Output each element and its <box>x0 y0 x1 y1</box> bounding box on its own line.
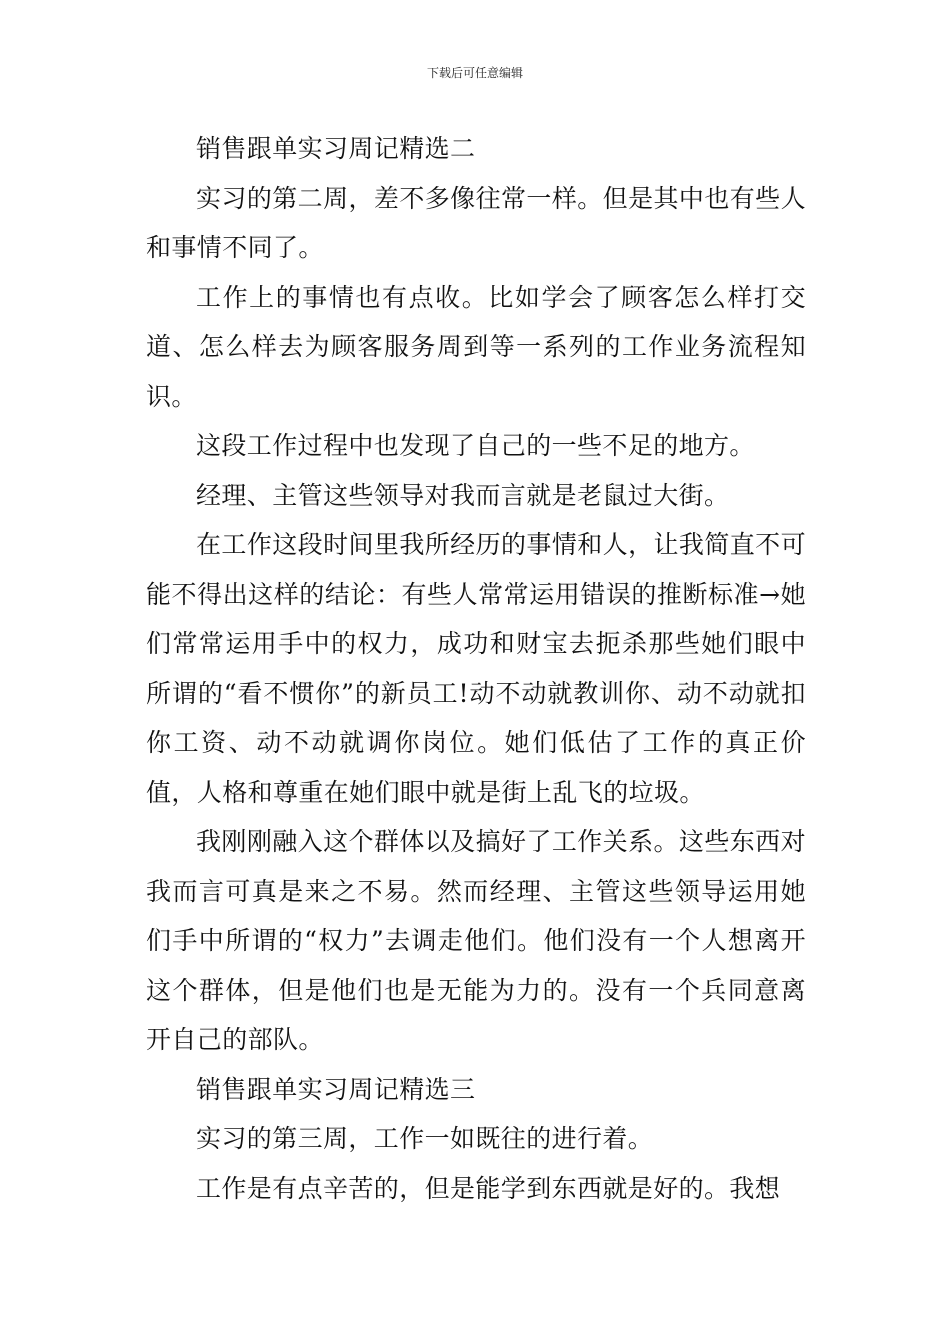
paragraph: 实习的第二周，差不多像往常一样。但是其中也有些人和事情不同了。 <box>146 183 806 262</box>
section-heading: 销售跟单实习周记精选三 <box>196 1074 476 1104</box>
paragraph: 实习的第三周，工作一如既往的进行着。 <box>196 1124 654 1153</box>
paragraph: 经理、主管这些领导对我而言就是老鼠过大街。 <box>196 480 730 510</box>
paragraph: 我刚刚融入这个群体以及搞好了工作关系。这些东西对我而言可真是来之不易。然而经理、主管这些领导运用她们手中所谓的“权力”去调走他们。他们没有一个人想离开这个群体，但是他们也是无能为力的。没有一个兵同意离开自己的部队。 <box>146 827 806 1054</box>
paragraph: 工作上的事情也有点收。比如学会了顾客怎么样打交道、怎么样去为顾客服务周到等一系列的工作业务流程知识。 <box>146 282 806 411</box>
section-heading: 销售跟单实习周记精选二 <box>196 134 476 163</box>
page-header: 下载后可任意编辑 <box>426 66 523 80</box>
document-body <box>146 124 806 1213</box>
paragraph: 工作是有点辛苦的，但是能学到东西就是好的。我想 <box>196 1173 781 1203</box>
paragraph: 这段工作过程中也发现了自己的一些不足的地方。 <box>196 431 755 460</box>
paragraph: 在工作这段时间里我所经历的事情和人，让我简直不可能不得出这样的结论：有些人常常运用错误的推断标准→她们常常运用手中的权力，成功和财宝去扼杀那些她们眼中所谓的“看不惯你”的新员工!动不动就教训你、动不动就扣你工资、动不动就调你岗位。她们低估了工作的真正价值，人格和尊重在她们眼中就是街上乱飞的垃圾。 <box>146 530 806 807</box>
